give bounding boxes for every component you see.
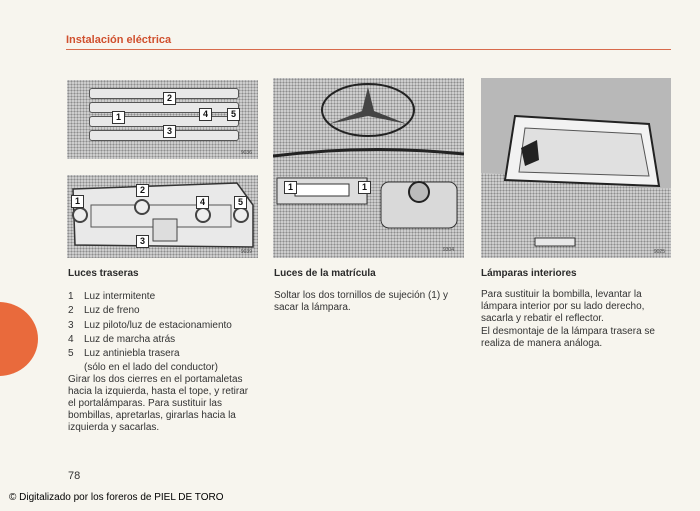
mercedes-star-drawing [273, 78, 464, 258]
figure-callout: 1 [112, 111, 125, 124]
list-item: 2 Luz de freno [68, 305, 140, 317]
bulb-socket [72, 207, 88, 223]
figure-callout: 4 [199, 108, 212, 121]
interior-lamps-instructions: Para sustituir la bombilla, levantar la lámpara interior por su lado derecho, sacarla y rebatir el reflector. [481, 289, 645, 324]
list-item: 1 Luz intermitente [68, 291, 156, 302]
figure-number: 9304 [442, 247, 454, 253]
bulb-holder-drawing [67, 175, 258, 258]
interior-lamp-drawing [481, 78, 671, 258]
header-divider [66, 49, 671, 50]
figure-callout: 1 [284, 181, 297, 194]
figure-callout: 2 [136, 184, 149, 197]
figure-callout: 3 [136, 235, 149, 248]
list-item: 5 Luz antiniebla trasera (sólo en el lado del conductor) [68, 348, 218, 374]
license-plate-light-figure [273, 78, 464, 258]
interior-lamps-heading: Lámparas interiores [481, 268, 577, 279]
bulb-socket [195, 207, 211, 223]
figure-number: 9039 [240, 249, 252, 255]
figure-callout: 2 [163, 92, 176, 105]
license-lights-heading: Luces de la matrícula [274, 268, 376, 279]
interior-lamp-figure [481, 78, 671, 258]
list-item: 3 Luz piloto/luz de estacionamiento [68, 319, 232, 331]
interior-lamps-note: El desmontaje de la lámpara trasera se realiza de manera análoga. [481, 326, 655, 349]
bulb-socket [233, 207, 249, 223]
figure-number: 9036 [240, 150, 252, 156]
page-number: 78 [68, 470, 81, 482]
license-lights-instructions: Soltar los dos tornillos de sujeción (1) y sacar la lámpara. [274, 290, 448, 313]
bulb-socket [134, 199, 150, 215]
figure-callout: 1 [358, 181, 371, 194]
figure-number: 9025 [653, 249, 665, 255]
rear-lights-list [68, 290, 232, 376]
taillight-cluster-figure [67, 80, 258, 159]
rear-lights-heading: Luces traseras [68, 268, 139, 279]
figure-callout: 5 [234, 196, 247, 209]
footer-credit: © Digitalizado por los foreros de PIEL DE TORO [9, 492, 224, 503]
section-title: Instalación eléctrica [66, 34, 172, 46]
figure-callout: 5 [227, 108, 240, 121]
list-item: 4 Luz de marcha atrás [68, 333, 176, 345]
taillight-holder-figure [67, 175, 258, 258]
figure-callout: 3 [163, 125, 176, 138]
rear-lights-instructions: Girar los dos cierres en el portamaletas hacia la izquierda, hasta el tope, y retirar el portalámparas. Para sustituir las bombillas, apretarlas, girarlas hacia la izquierda y sacarlas. [68, 374, 249, 433]
section-tab-marker [0, 302, 38, 376]
figure-callout: 4 [196, 196, 209, 209]
figure-callout: 1 [71, 195, 84, 208]
